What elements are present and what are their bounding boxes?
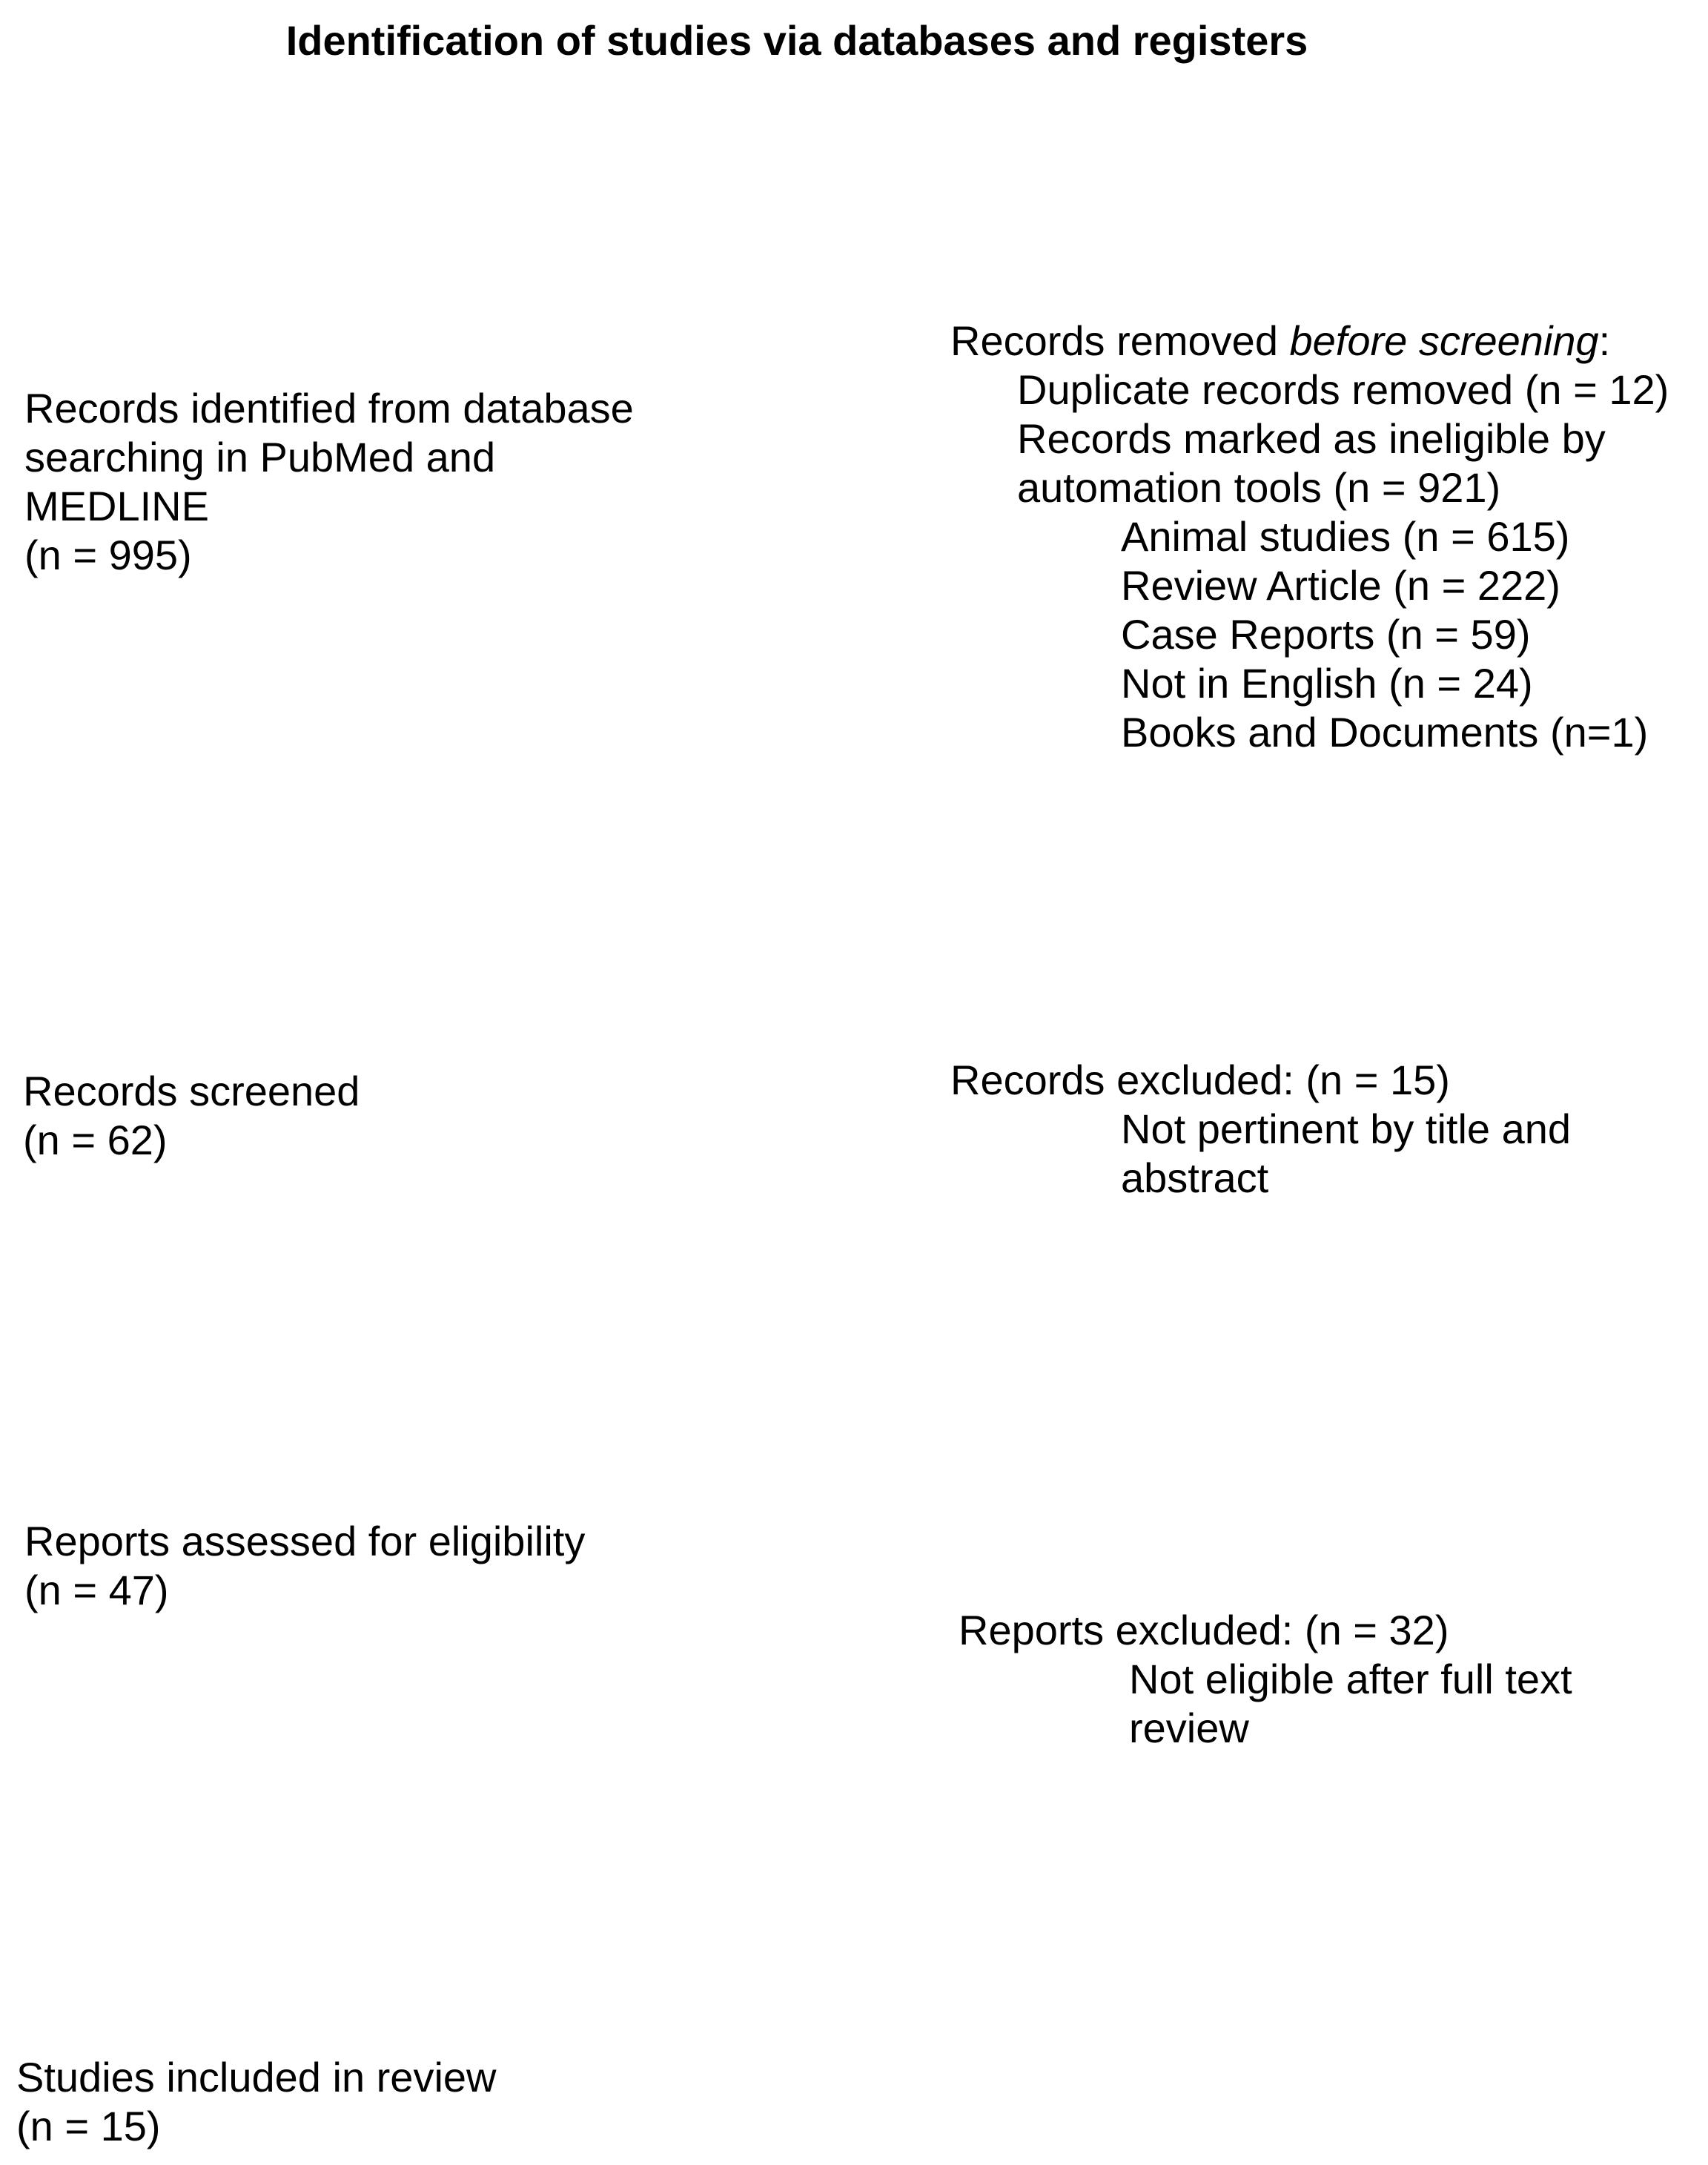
reports-assessed-label: Reports assessed for eligibility bbox=[24, 1518, 586, 1564]
records-removed-heading-suffix: : bbox=[1598, 317, 1611, 364]
reports-excluded-heading: Reports excluded: (n = 32) bbox=[959, 1607, 1449, 1653]
records-identified-box bbox=[24, 384, 634, 580]
diagram-title: Identification of studies via databases and registers bbox=[285, 17, 1308, 64]
removed-subreason: Case Reports (n = 59) bbox=[1121, 611, 1531, 658]
records-screened-label: Records screened bbox=[23, 1068, 360, 1114]
removed-subreason: Not in English (n = 24) bbox=[1121, 660, 1533, 707]
reports-excluded-detail: review bbox=[1129, 1705, 1249, 1751]
records-removed-heading bbox=[950, 317, 1669, 366]
removed-reason: Records marked as ineligible by bbox=[1017, 415, 1606, 462]
records-excluded-box bbox=[950, 1056, 1571, 1203]
records-excluded-detail: Not pertinent by title and bbox=[1121, 1105, 1572, 1152]
removed-subreason: Animal studies (n = 615) bbox=[1121, 513, 1570, 560]
records-identified-line: searching in PubMed and bbox=[24, 434, 496, 480]
records-identified-count: (n = 995) bbox=[24, 532, 192, 578]
studies-included-box bbox=[16, 2053, 496, 2151]
reports-excluded-detail: Not eligible after full text bbox=[1129, 1656, 1572, 1702]
records-excluded-heading: Records excluded: (n = 15) bbox=[950, 1057, 1450, 1103]
records-excluded-detail: abstract bbox=[1121, 1154, 1269, 1201]
records-removed-box bbox=[950, 317, 1669, 757]
records-removed-heading-prefix: Records removed bbox=[950, 317, 1290, 364]
records-removed-heading-italic: before screening bbox=[1289, 317, 1599, 364]
removed-subreason: Books and Documents (n=1) bbox=[1121, 709, 1649, 756]
removed-reason: Duplicate records removed (n = 12) bbox=[1017, 366, 1669, 413]
records-screened-box bbox=[23, 1067, 360, 1165]
removed-reason: automation tools (n = 921) bbox=[1017, 464, 1501, 511]
reports-assessed-count: (n = 47) bbox=[24, 1567, 169, 1613]
records-identified-line: MEDLINE bbox=[24, 483, 209, 529]
removed-subreason: Review Article (n = 222) bbox=[1121, 562, 1560, 609]
reports-excluded-box bbox=[959, 1606, 1572, 1753]
records-screened-count: (n = 62) bbox=[23, 1117, 168, 1163]
records-identified-line: Records identified from database bbox=[24, 385, 634, 432]
studies-included-label: Studies included in review bbox=[16, 2054, 497, 2100]
studies-included-count: (n = 15) bbox=[16, 2103, 161, 2149]
reports-assessed-box bbox=[24, 1517, 585, 1615]
